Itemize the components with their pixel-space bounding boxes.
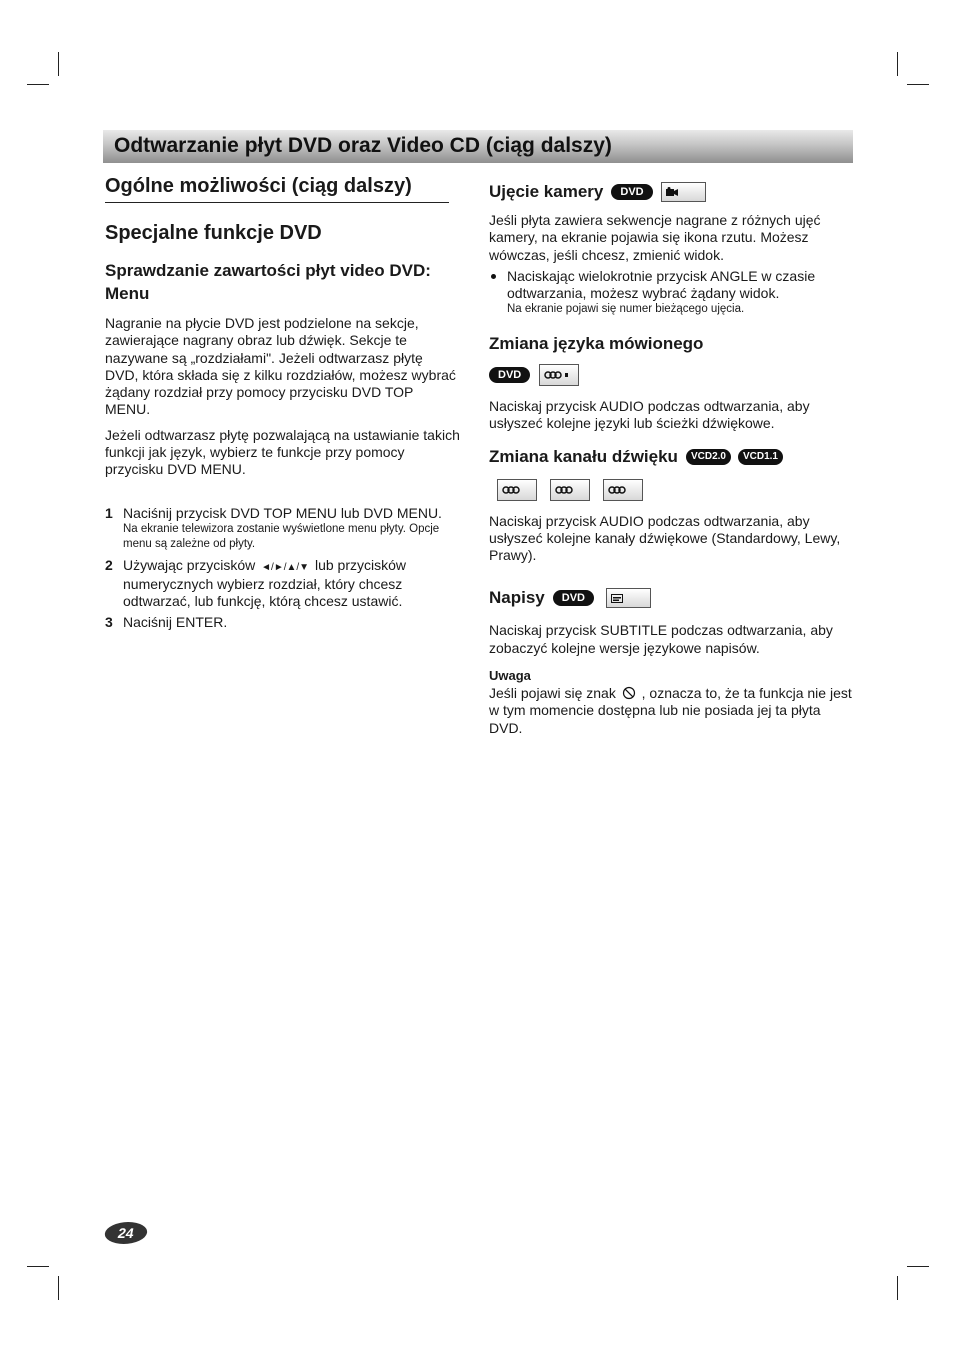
channel-text: Naciskaj przycisk AUDIO podczas odtwarzania, aby usłyszeć kolejne kanały dźwiękowe (Standardowy, Lewy, Prawy). — [489, 512, 841, 564]
language-icons — [489, 364, 854, 386]
subtitles-title: Napisy — [489, 588, 545, 608]
language-heading: Zmiana języka mówionego — [489, 333, 704, 353]
page-title: Odtwarzanie płyt DVD oraz Video CD (ciąg dalszy) — [114, 134, 612, 157]
dvd-badge: DVD — [489, 367, 530, 383]
vcd1-badge: VCD1.1 — [738, 449, 783, 465]
angle-osd-icon — [661, 182, 706, 202]
subtitles-heading — [489, 586, 854, 610]
step-text: Używając przycisków — [123, 556, 256, 573]
step-item — [105, 614, 460, 631]
channel-heading — [489, 445, 854, 469]
step-text: lub przycisków numerycznych wybierz rozdział, który chcesz odtwarzać, lub funkcję, którą chcesz ustawić. — [123, 556, 406, 609]
crop-mark — [27, 1266, 49, 1267]
language-text: Naciskaj przycisk AUDIO podczas odtwarzania, aby usłyszeć kolejne języki lub ścieżki dźwiękowe. — [489, 397, 810, 432]
note-text-start: Jeśli pojawi się znak — [489, 685, 616, 702]
menu-heading: Sprawdzanie zawartości płyt video DVD: Menu — [105, 261, 431, 303]
camera-bullet-note: Na ekranie pojawi się numer bieżącego ujęcia. — [507, 303, 745, 316]
subtitles-text: Naciskaj przycisk SUBTITLE podczas odtwarzania, aby zobaczyć kolejne wersje językowe napisów. — [489, 622, 833, 656]
dvd-badge: DVD — [611, 184, 652, 200]
page-number: 24 — [116, 1225, 136, 1241]
dvd-badge: DVD — [553, 590, 594, 606]
crop-mark — [897, 1276, 898, 1300]
camera-bullet — [489, 268, 854, 318]
audio-icon — [544, 371, 570, 379]
prohibited-icon — [622, 686, 636, 700]
camera-title: Ujęcie kamery — [489, 182, 604, 201]
camera-heading — [489, 180, 854, 204]
left-column — [105, 170, 460, 635]
audio-osd-icon — [539, 364, 579, 386]
subtitle-osd-icon — [606, 588, 651, 608]
menu-paragraph-2: Jeżeli odtwarzasz płytę pozwalającą na ustawianie takich funkcji jak język, wybierz te funkcje przy pomocy przycisku DVD MENU. — [105, 426, 460, 478]
audio-osd-icon — [497, 479, 537, 501]
camera-icon — [666, 187, 678, 197]
step-note: Na ekranie telewizora zostanie wyświetlone menu płyty. Opcje menu są zależne od płyty. — [123, 522, 440, 551]
chapter-title-bar — [103, 130, 853, 163]
camera-bullet-text: Naciskając wielokrotnie przycisk ANGLE w czasie odtwarzania, możesz wybrać żądany widok. — [507, 267, 816, 302]
channel-title: Zmiana kanału dźwięku — [489, 446, 678, 466]
step-number: 1 — [105, 504, 113, 521]
audio-osd-icon — [603, 479, 643, 501]
arrow-keys-icon: ◄/►/▲/▼ — [261, 561, 310, 573]
step-text: Naciśnij ENTER. — [123, 613, 228, 630]
step-number: 2 — [105, 556, 113, 573]
audio-icon — [502, 486, 520, 494]
menu-paragraph-1: Nagranie na płycie DVD jest podzielone na sekcje, zawierające nagrany obraz lub dźwięk. Sekcje te nazywane są „rozdziałami". Jeżeli odtwarzasz płytę DVD, która składa się z kilku rozdziałów, możesz wybrać żądany rozdział przy pomocy przycisku DVD TOP MENU. — [105, 315, 456, 418]
step-item — [105, 505, 460, 553]
crop-mark — [58, 1276, 59, 1300]
section-title: Ogólne możliwości (ciąg dalszy) — [105, 174, 449, 203]
crop-mark — [27, 84, 49, 85]
audio-osd-icon — [550, 479, 590, 501]
crop-mark — [58, 52, 59, 76]
step-item — [105, 557, 460, 610]
note-text-end: , oznacza to, że ta funkcja nie jest w tym momencie dostępna lub nie posiada jej ta płyta DVD. — [489, 685, 852, 736]
right-column — [489, 180, 854, 737]
menu-steps — [105, 505, 460, 631]
crop-mark — [907, 1266, 929, 1267]
audio-icon — [608, 486, 626, 494]
note-label: Uwaga — [489, 668, 531, 684]
vcd2-badge: VCD2.0 — [686, 449, 731, 465]
page-number-badge — [103, 1222, 150, 1244]
audio-icon — [555, 486, 573, 494]
step-text: Naciśnij przycisk DVD TOP MENU lub DVD MENU. — [123, 504, 442, 521]
note-text — [489, 685, 854, 737]
subtitle-icon — [611, 594, 623, 603]
crop-mark — [907, 84, 929, 85]
channel-icons — [497, 479, 854, 501]
subsection-title: Specjalne funkcje DVD — [105, 222, 322, 244]
camera-text: Jeśli płyta zawiera sekwencje nagrane z różnych ujęć kamery, na ekranie pojawia się ikona rzutu. Możesz wówczas, jeśli chcesz, zmienić widok. — [489, 212, 821, 263]
crop-mark — [897, 52, 898, 76]
step-number: 3 — [105, 613, 113, 630]
